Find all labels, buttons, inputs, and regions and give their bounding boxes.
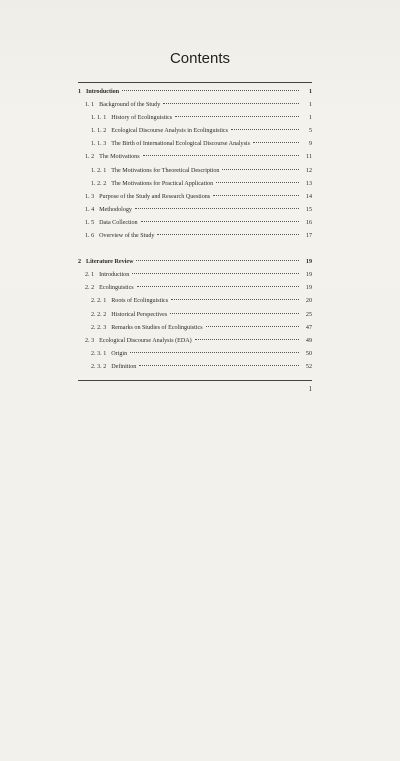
toc-entry[interactable] <box>78 217 312 230</box>
toc-entry-title: History of Ecolinguistics <box>111 115 173 122</box>
toc-entry-page: 17 <box>305 233 312 240</box>
toc-entry-number: 1 <box>78 89 82 95</box>
toc-entry-page: 9 <box>308 141 312 148</box>
toc-entry-page: 1 <box>308 102 312 109</box>
toc-entry-title: The Motivations for Practical Application <box>111 180 214 187</box>
toc-dot-leader <box>170 313 299 314</box>
bottom-rule <box>78 380 312 381</box>
toc-entry[interactable] <box>78 309 312 322</box>
table-of-contents <box>78 86 312 374</box>
toc-entry[interactable] <box>78 230 312 243</box>
toc-dot-leader <box>163 103 299 104</box>
toc-entry-number: 1. 1. 3 <box>91 141 107 148</box>
toc-entry-page: 19 <box>305 285 312 292</box>
toc-entry[interactable] <box>78 348 312 361</box>
toc-dot-leader <box>213 195 299 196</box>
toc-entry-number: 2. 2. 3 <box>91 324 107 331</box>
toc-entry[interactable] <box>78 151 312 164</box>
toc-entry-number: 1. 2. 2 <box>91 180 107 187</box>
toc-entry-page: 52 <box>305 363 312 370</box>
toc-dot-leader <box>137 286 299 287</box>
toc-entry-title: Background of the Study <box>99 102 161 109</box>
toc-entry-page: 12 <box>305 167 312 174</box>
toc-entry[interactable] <box>78 322 312 335</box>
toc-entry-number: 2. 3. 1 <box>91 350 107 357</box>
toc-entry-number: 1. 2. 1 <box>91 167 107 174</box>
page-title: Contents <box>169 50 231 67</box>
toc-entry-title: The Motivations for Theoretical Description <box>111 167 220 174</box>
toc-dot-leader <box>175 116 299 117</box>
toc-entry-title: The Motivations <box>99 154 140 161</box>
toc-entry[interactable] <box>78 204 312 217</box>
toc-entry-number: 2 <box>78 259 82 266</box>
toc-entry[interactable] <box>78 269 312 282</box>
toc-entry-number: 1. 1. 1 <box>91 115 107 122</box>
toc-entry-number: 1. 1. 2 <box>91 128 107 135</box>
toc-entry-page: 1 <box>308 89 312 95</box>
toc-dot-leader <box>222 169 299 170</box>
toc-dot-leader <box>135 208 299 209</box>
toc-entry[interactable] <box>78 138 312 151</box>
toc-entry[interactable] <box>78 178 312 191</box>
toc-dot-leader <box>231 129 299 130</box>
toc-dot-leader <box>157 234 299 235</box>
toc-entry-number: 2. 3 <box>85 337 95 344</box>
toc-entry[interactable] <box>78 165 312 178</box>
toc-dot-leader <box>136 260 299 261</box>
toc-dot-leader <box>216 182 299 183</box>
toc-entry[interactable] <box>78 295 312 308</box>
toc-entry[interactable] <box>78 361 312 374</box>
toc-entry-page: 49 <box>305 337 312 344</box>
top-rule <box>78 82 312 83</box>
toc-entry-title: Ecolinguistics <box>99 285 134 292</box>
toc-entry-page: 14 <box>305 193 312 200</box>
toc-entry-title: Introduction <box>99 272 130 279</box>
toc-entry-page: 25 <box>305 311 312 318</box>
toc-entry-number: 1. 1 <box>85 102 95 109</box>
toc-entry-title: Methodology <box>99 206 132 213</box>
toc-entry-title: Data Collection <box>99 219 138 226</box>
toc-entry-number: 2. 2 <box>85 285 95 292</box>
toc-entry-title: Definition <box>111 363 137 370</box>
toc-dot-leader <box>130 352 299 353</box>
toc-entry-page: 15 <box>305 206 312 213</box>
toc-entry-number: 2. 2. 1 <box>91 298 107 305</box>
toc-entry-page: 11 <box>306 154 312 161</box>
toc-dot-leader <box>132 273 299 274</box>
toc-dot-leader <box>139 365 299 366</box>
toc-entry-title: Roots of Ecolinguistics <box>111 298 169 305</box>
toc-entry-number: 2. 1 <box>85 272 95 279</box>
toc-entry-title: Ecological Discourse Analysis (EDA) <box>99 337 192 344</box>
toc-dot-leader <box>122 90 299 91</box>
toc-entry[interactable] <box>78 256 312 269</box>
toc-entry-title: Historical Perspectives <box>111 311 168 318</box>
toc-entry-title: Remarks on Studies of Ecolinguistics <box>111 324 203 331</box>
toc-entry[interactable] <box>78 99 312 112</box>
toc-entry-number: 1. 6 <box>85 233 95 240</box>
toc-entry-number: 1. 2 <box>85 154 95 161</box>
toc-dot-leader <box>206 326 299 327</box>
chapter-gap <box>78 243 312 256</box>
toc-entry[interactable] <box>78 125 312 138</box>
toc-entry-number: 1. 3 <box>85 193 95 200</box>
toc-entry-page: 20 <box>305 298 312 305</box>
toc-entry-number: 2. 2. 2 <box>91 311 107 318</box>
toc-entry-title: Purpose of the Study and Research Questions <box>99 193 211 200</box>
toc-entry-page: 19 <box>305 259 312 266</box>
toc-entry-page: 5 <box>308 128 312 135</box>
toc-entry-page: 16 <box>305 219 312 226</box>
toc-entry-number: 1. 5 <box>85 219 95 226</box>
toc-entry[interactable] <box>78 86 312 99</box>
toc-entry-page: 50 <box>305 350 312 357</box>
toc-entry[interactable] <box>78 112 312 125</box>
toc-entry-title: Overview of the Study <box>99 233 155 240</box>
page-number: 1 <box>308 385 312 393</box>
toc-entry-page: 13 <box>305 180 312 187</box>
toc-dot-leader <box>171 299 299 300</box>
toc-entry-title: The Birth of International Ecological Discourse Analysis <box>111 141 251 148</box>
toc-dot-leader <box>195 339 299 340</box>
toc-entry-title: Origin <box>111 350 128 357</box>
toc-entry[interactable] <box>78 191 312 204</box>
toc-entry-title: Literature Review <box>86 259 134 266</box>
toc-entry-page: 47 <box>305 324 312 331</box>
toc-entry-number: 1. 4 <box>85 206 95 213</box>
toc-dot-leader <box>253 142 299 143</box>
toc-entry-number: 2. 3. 2 <box>91 363 107 370</box>
toc-entry-page: 1 <box>308 115 312 122</box>
toc-entry[interactable] <box>78 282 312 295</box>
toc-entry-title: Introduction <box>86 89 120 95</box>
toc-entry[interactable] <box>78 335 312 348</box>
toc-entry-page: 19 <box>305 272 312 279</box>
toc-dot-leader <box>141 221 299 222</box>
toc-entry-title: Ecological Discourse Analysis in Ecolinguistics <box>111 128 229 135</box>
toc-dot-leader <box>143 155 299 156</box>
